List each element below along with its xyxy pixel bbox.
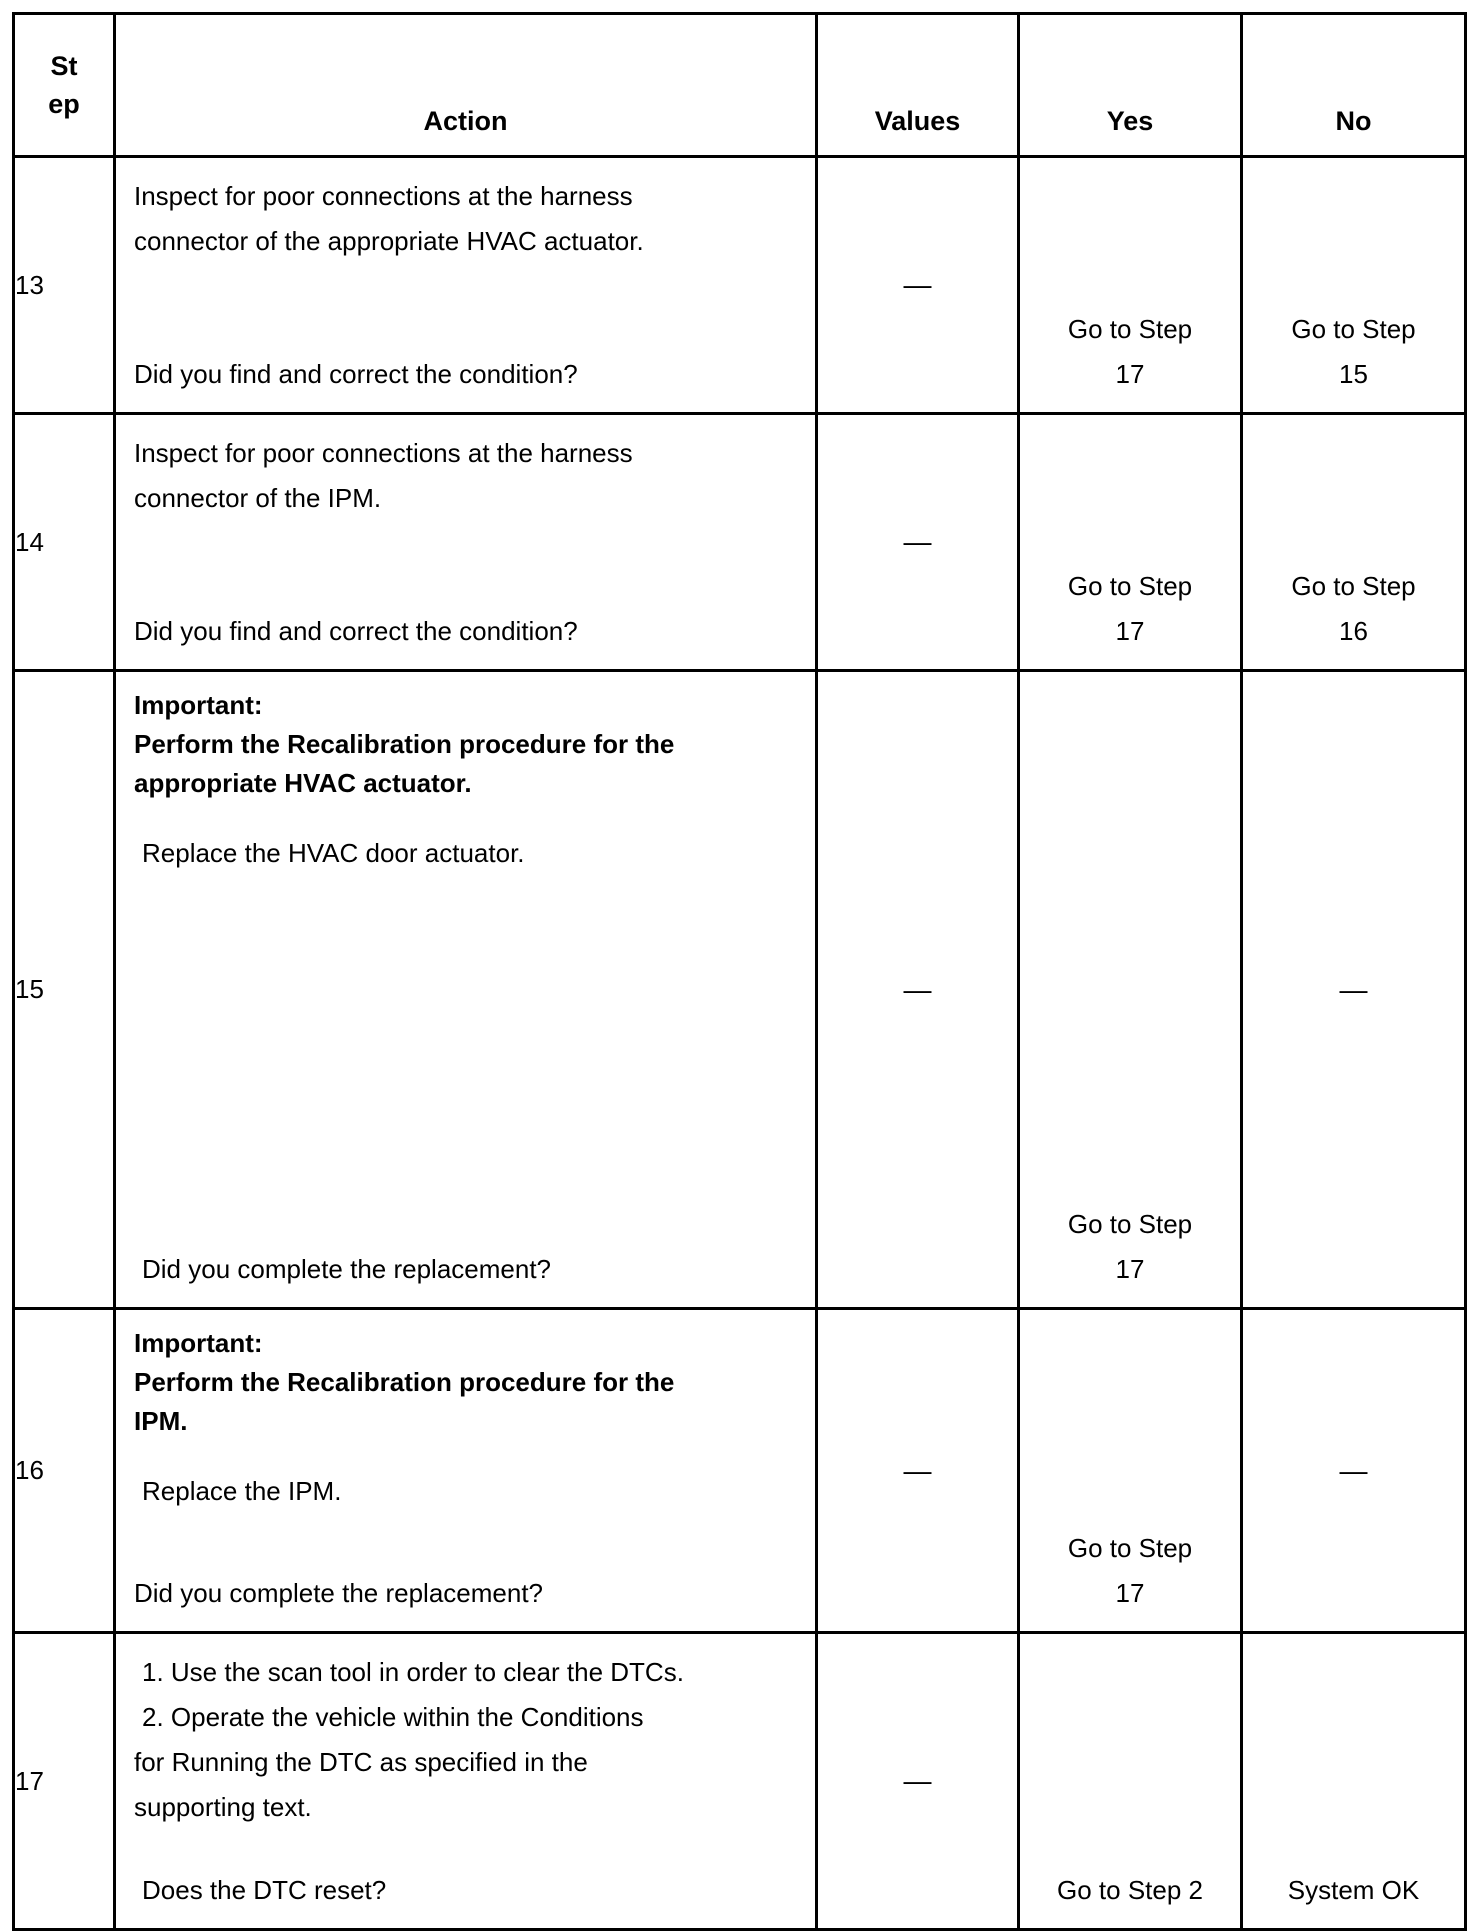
- header-yes: Yes: [1019, 14, 1242, 157]
- no-cell: [1242, 157, 1466, 414]
- values-cell: —: [817, 1309, 1019, 1633]
- action-list-item: 1. Use the scan tool in order to clear the DTCs.: [142, 1656, 684, 1687]
- header-action: Action: [115, 14, 817, 157]
- no-cell: —: [1242, 1309, 1466, 1633]
- action-question: Did you find and correct the condition?: [134, 358, 578, 389]
- action-question: Does the DTC reset?: [142, 1874, 387, 1905]
- yes-cell: [1019, 157, 1242, 414]
- table-row: [14, 671, 1466, 1309]
- header-step-line1: St: [50, 51, 78, 81]
- yes-link-step: 17: [1115, 615, 1145, 646]
- action-question: Did you complete the replacement?: [134, 1577, 544, 1608]
- no-link-step: 16: [1339, 615, 1368, 646]
- important-text: Perform the Recalibration procedure for the: [134, 1366, 675, 1397]
- important-text: appropriate HVAC actuator.: [134, 767, 472, 798]
- action-cell: [115, 1309, 817, 1633]
- step-number: 14: [14, 414, 115, 671]
- action-list-item: 2. Operate the vehicle within the Conditions: [142, 1701, 644, 1732]
- step-number: 17: [14, 1633, 115, 1930]
- values-cell: —: [817, 1633, 1019, 1930]
- values-cell: —: [817, 414, 1019, 671]
- action-text: connector of the appropriate HVAC actuator.: [134, 225, 644, 256]
- no-cell: [1242, 414, 1466, 671]
- action-question: Did you complete the replacement?: [142, 1253, 552, 1284]
- header-step: [14, 14, 115, 157]
- action-text: Replace the HVAC door actuator.: [142, 837, 525, 868]
- yes-link-label: Go to Step 2: [1057, 1874, 1203, 1905]
- important-text: Perform the Recalibration procedure for the: [134, 728, 675, 759]
- yes-link-label: Go to Step: [1067, 313, 1193, 344]
- action-cell: [115, 671, 817, 1309]
- yes-cell: [1019, 1633, 1242, 1930]
- action-list-item: for Running the DTC as specified in the: [134, 1746, 588, 1777]
- no-link-label: Go to Step: [1291, 313, 1416, 344]
- action-text: Inspect for poor connections at the harness: [134, 437, 633, 468]
- action-list-item: supporting text.: [134, 1791, 312, 1822]
- no-link-label: Go to Step: [1291, 570, 1416, 601]
- action-cell: [115, 157, 817, 414]
- yes-link-label: Go to Step: [1067, 570, 1193, 601]
- table-row: [14, 157, 1466, 414]
- yes-link-label: Go to Step: [1067, 1208, 1193, 1239]
- action-text: Replace the IPM.: [142, 1475, 342, 1506]
- no-cell: —: [1242, 671, 1466, 1309]
- table-row: [14, 414, 1466, 671]
- values-cell: —: [817, 157, 1019, 414]
- header-row: [14, 14, 1466, 157]
- header-no: No: [1242, 14, 1466, 157]
- action-text: connector of the IPM.: [134, 482, 382, 513]
- no-cell: [1242, 1633, 1466, 1930]
- no-link-label: System OK: [1287, 1874, 1420, 1905]
- step-number: 13: [14, 157, 115, 414]
- step-number: 15: [14, 671, 115, 1309]
- yes-link-step: 17: [1115, 1253, 1145, 1284]
- table-row: [14, 1633, 1466, 1930]
- important-text: IPM.: [134, 1405, 188, 1436]
- yes-cell: [1019, 671, 1242, 1309]
- action-text: Inspect for poor connections at the harness: [134, 180, 633, 211]
- no-link-step: 15: [1339, 358, 1368, 389]
- yes-link-label: Go to Step: [1067, 1532, 1193, 1563]
- yes-cell: [1019, 414, 1242, 671]
- header-step-line2: ep: [48, 89, 80, 119]
- step-number: 16: [14, 1309, 115, 1633]
- diagnostic-table: [12, 12, 1467, 1931]
- important-label: Important:: [134, 689, 263, 720]
- action-question: Did you find and correct the condition?: [134, 615, 578, 646]
- yes-cell: [1019, 1309, 1242, 1633]
- header-values: Values: [817, 14, 1019, 157]
- values-cell: —: [817, 671, 1019, 1309]
- action-cell: [115, 414, 817, 671]
- important-label: Important:: [134, 1327, 263, 1358]
- yes-link-step: 17: [1115, 358, 1145, 389]
- action-cell: [115, 1633, 817, 1930]
- table-row: [14, 1309, 1466, 1633]
- yes-link-step: 17: [1115, 1577, 1145, 1608]
